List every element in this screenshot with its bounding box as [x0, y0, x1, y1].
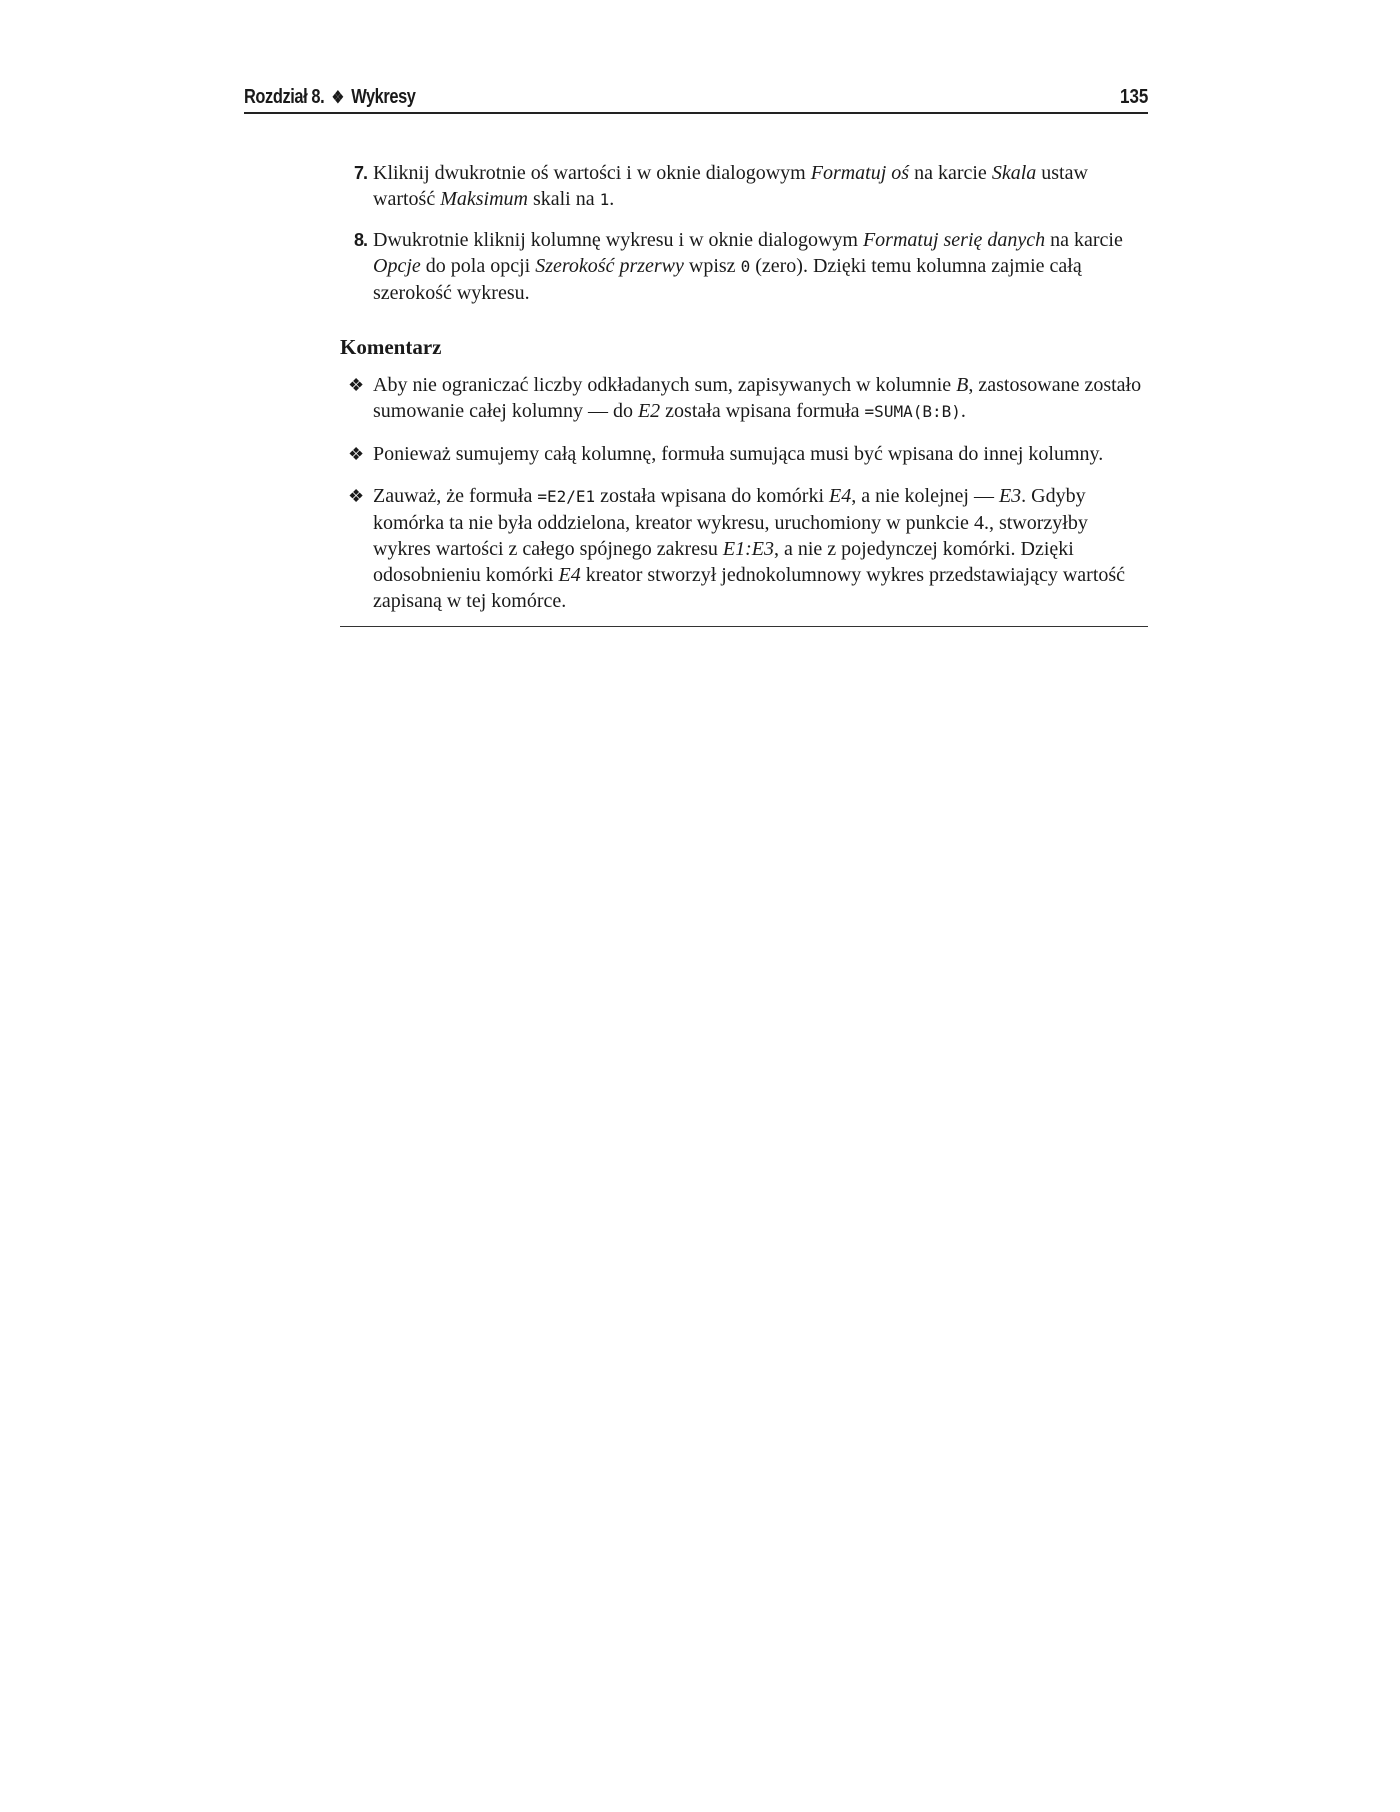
step-text: Kliknij dwukrotnie oś wartości i w oknie dialogowym Formatuj oś na karcie Skala ustaw wartość Maksimum skali na 1. [373, 162, 1088, 210]
comment-bullet-1 [340, 372, 1148, 425]
page-number: 135 [1119, 86, 1148, 108]
cell-reference: E2 [637, 400, 661, 422]
tab-name: Opcje [373, 255, 421, 277]
formula-code: =E2/E1 [537, 487, 596, 506]
cell-reference: E4 [829, 485, 852, 507]
page-body [340, 160, 1148, 627]
step-8 [340, 227, 1148, 306]
option-name: Szerokość przerwy [535, 255, 684, 277]
diamond-bullet-icon: ❖ [348, 486, 365, 506]
cell-reference: B [956, 374, 969, 396]
cell-reference: E3 [998, 485, 1022, 507]
step-number: 8. [354, 230, 368, 250]
formula-code: =SUMA(B:B) [864, 402, 961, 421]
chapter-label: Rozdział 8. [244, 86, 325, 108]
value-code: 1 [599, 190, 610, 209]
bullet-text: Zauważ, że formuła =E2/E1 została wpisana do komórki E4, a nie kolejnej — E3. Gdyby komórka ta nie była oddzielona, kreator wykresu, uruchomiony w punkcie 4., stworzyłby wykres wartości z całego spójnego zakresu E1:E3, a nie z pojedynczej komórki. Dzięki odosobnieniu komórki E4 kreator stworzył jednokolumnowy wykres przedstawiający wartość zapisaną w tej komórce. [373, 485, 1126, 612]
bullet-text: Ponieważ sumujemy całą kolumnę, formuła sumująca musi być wpisana do innej kolumny. [373, 443, 1104, 465]
chapter-title [244, 86, 416, 109]
section-end-rule [340, 626, 1148, 627]
tab-name: Skala [991, 162, 1037, 184]
option-name: Maksimum [440, 188, 528, 210]
running-header [244, 84, 1148, 114]
comment-bullet-2 [340, 441, 1148, 467]
bullet-text: Aby nie ograniczać liczby odkładanych sum, zapisywanych w kolumnie B, zastosowane zostało sumowanie całej kolumny — do E2 została wpisana formuła =SUMA(B:B). [373, 374, 1142, 422]
comment-heading: Komentarz [340, 335, 442, 359]
step-7 [340, 160, 1148, 213]
value-code: 0 [740, 257, 751, 276]
cell-reference: E4 [558, 564, 581, 586]
dialog-name: Formatuj oś [810, 162, 910, 184]
diamond-bullet-icon: ❖ [348, 444, 365, 464]
diamond-bullet-icon: ❖ [348, 375, 365, 395]
comment-bullet-3 [340, 483, 1148, 614]
step-text: Dwukrotnie kliknij kolumnę wykresu i w oknie dialogowym Formatuj serię danych na karcie Opcje do pola opcji Szerokość przerwy wpisz 0 (zero). Dzięki temu kolumna zajmie całą szerokość wykresu. [373, 229, 1123, 304]
dialog-name: Formatuj serię danych [862, 229, 1046, 251]
diamond-separator-icon: ❖ [331, 88, 344, 107]
cell-range: E1:E3 [722, 538, 774, 560]
step-number: 7. [354, 163, 368, 183]
section-title: Wykresy [351, 86, 416, 108]
